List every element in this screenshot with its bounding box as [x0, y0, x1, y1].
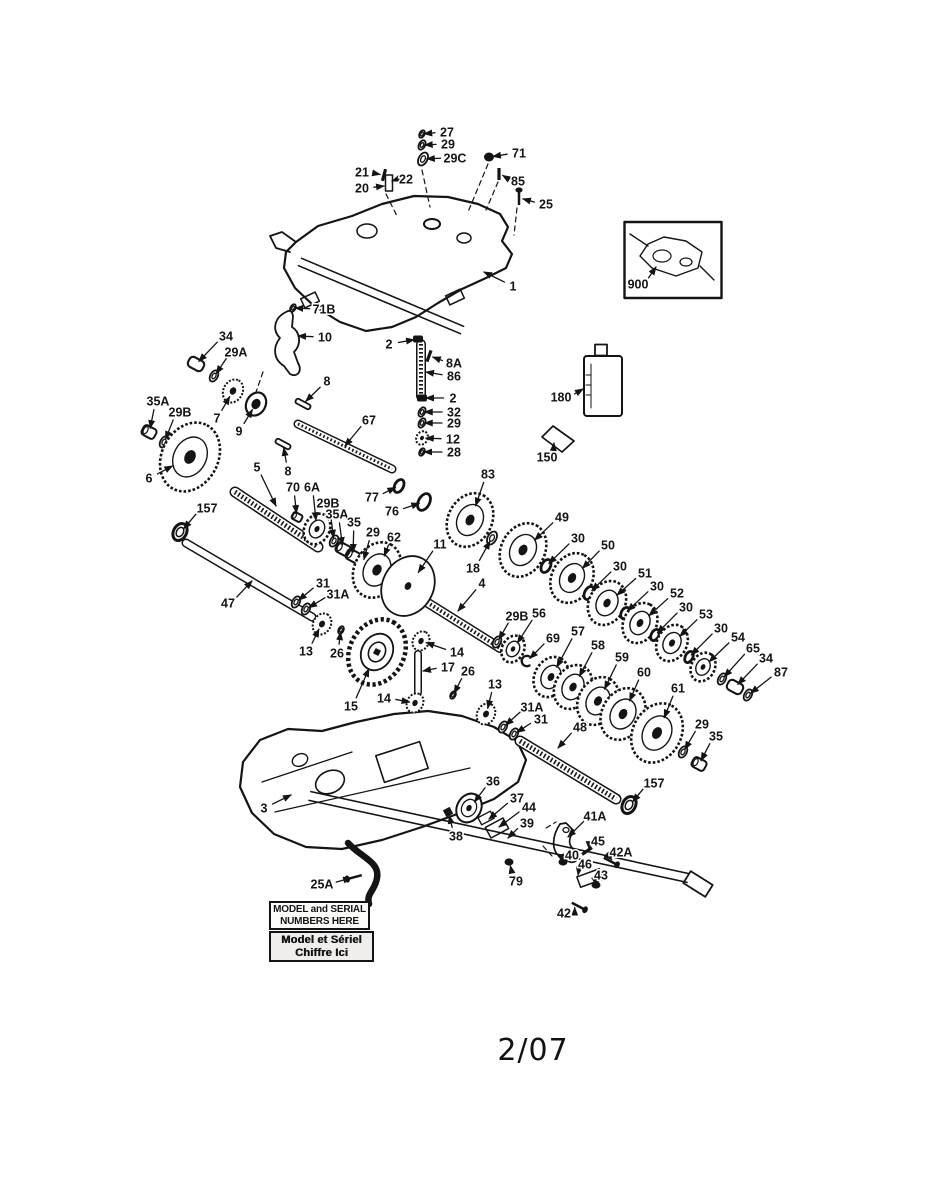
leader-46	[578, 872, 579, 875]
model-serial-label-fr	[269, 931, 374, 962]
callout-83: 83	[481, 467, 495, 482]
leader-69	[530, 644, 544, 658]
callout-29A: 29A	[224, 345, 248, 360]
callout-32: 32	[447, 405, 461, 420]
leader-67	[345, 427, 361, 446]
callout-65: 65	[746, 641, 760, 656]
leader-56	[518, 620, 532, 642]
part-87	[742, 688, 754, 702]
callout-25A: 25A	[310, 877, 334, 892]
part-14	[409, 628, 433, 653]
part-25	[515, 187, 522, 205]
callout-20: 20	[355, 181, 369, 196]
callout-8A: 8A	[446, 356, 462, 371]
callout-29B: 29B	[316, 496, 340, 511]
leader-4	[458, 590, 476, 611]
frame-rail	[298, 266, 460, 334]
callout-29C: 29C	[443, 151, 467, 166]
callout-17: 17	[441, 660, 455, 675]
callout-76: 76	[385, 504, 399, 519]
part-85	[497, 168, 500, 180]
part-26	[449, 690, 457, 699]
model-serial-en-line2: NUMBERS HERE	[280, 915, 359, 927]
callout-30: 30	[679, 600, 693, 615]
leader-157	[184, 514, 196, 529]
callout-34: 34	[219, 329, 233, 344]
callout-35A: 35A	[325, 507, 349, 522]
callout-11: 11	[433, 537, 447, 552]
part-8A	[425, 350, 432, 362]
leader-48	[558, 733, 571, 748]
part-13	[473, 700, 499, 728]
callout-37: 37	[510, 791, 524, 806]
diagram-structure	[595, 345, 607, 356]
leader-44	[499, 812, 519, 827]
callout-87: 87	[774, 665, 788, 680]
callout-3: 3	[260, 801, 268, 816]
dashed-guide-line	[514, 208, 517, 235]
leader-17	[423, 668, 436, 671]
callout-48: 48	[573, 720, 587, 735]
callout-45: 45	[591, 834, 605, 849]
callout-41A: 41A	[583, 809, 607, 824]
leader-10	[298, 336, 313, 337]
callout-49: 49	[555, 510, 569, 525]
part-69	[522, 656, 530, 666]
leader-2	[398, 340, 414, 343]
part-8	[295, 398, 311, 410]
callout-35: 35	[709, 729, 723, 744]
callout-86: 86	[447, 369, 461, 384]
callout-14: 14	[450, 645, 464, 660]
leader-70	[295, 496, 297, 513]
diagram-structure	[386, 175, 393, 191]
leader-71B	[295, 308, 309, 309]
leader-29A	[216, 359, 226, 374]
diagram-structure	[348, 843, 377, 904]
callout-61: 61	[671, 681, 685, 696]
dashed-guide-line	[422, 170, 430, 207]
diagram-structure	[275, 311, 300, 375]
dashed-guide-line	[486, 182, 498, 210]
callout-29: 29	[441, 137, 455, 152]
part-6	[145, 412, 231, 502]
leader-150	[553, 443, 554, 449]
diagram-structure	[683, 871, 712, 897]
callout-71B: 71B	[312, 302, 336, 317]
part-25A	[344, 872, 363, 884]
revision-date: 2/07	[497, 1033, 569, 1068]
leader-86	[426, 372, 442, 375]
part-49	[491, 515, 556, 585]
part-8	[275, 438, 291, 450]
callout-14: 14	[377, 691, 391, 706]
callout-29B: 29B	[168, 405, 192, 420]
part-35A	[140, 424, 157, 440]
leader-180	[575, 389, 583, 394]
callout-85: 85	[511, 174, 525, 189]
callout-30: 30	[613, 559, 627, 574]
leader-8A	[433, 357, 443, 360]
diagram-structure	[653, 250, 671, 262]
callout-39: 39	[520, 816, 534, 831]
callout-71: 71	[512, 146, 526, 161]
callout-29: 29	[695, 717, 709, 732]
callout-10: 10	[318, 330, 332, 345]
leader-71	[493, 154, 507, 156]
model-serial-fr-line2: Chiffre Ici	[295, 946, 348, 959]
model-serial-label-en	[269, 901, 370, 930]
part-79	[505, 858, 514, 865]
leader-29C	[427, 158, 441, 159]
leader-18	[479, 541, 490, 560]
dashed-guide-line	[546, 822, 556, 828]
callout-8: 8	[323, 374, 331, 389]
callout-21: 21	[355, 165, 369, 180]
callout-29B: 29B	[505, 609, 529, 624]
callout-29: 29	[366, 525, 380, 540]
dashed-guide-line	[386, 194, 397, 216]
leader-8	[284, 448, 287, 462]
callout-36: 36	[486, 774, 500, 789]
part-9	[242, 389, 270, 419]
leader-157	[633, 789, 643, 802]
callout-47: 47	[221, 596, 235, 611]
callout-30: 30	[650, 579, 664, 594]
leader-22	[392, 180, 394, 181]
diagram-structure	[700, 266, 714, 280]
callout-38: 38	[449, 829, 463, 844]
leader-29	[685, 731, 695, 749]
callout-35: 35	[347, 515, 361, 530]
callout-35A: 35A	[146, 394, 170, 409]
diagram-structure	[570, 447, 580, 455]
part-31A	[497, 720, 509, 734]
callout-1: 1	[509, 279, 517, 294]
part-77	[392, 478, 406, 494]
callout-70: 70	[286, 480, 300, 495]
callout-52: 52	[670, 586, 684, 601]
callout-31: 31	[316, 576, 330, 591]
diagram-structure	[270, 232, 296, 252]
leader-87	[751, 677, 771, 693]
callout-53: 53	[699, 607, 713, 622]
leader-65	[724, 654, 744, 676]
callout-30: 30	[571, 531, 585, 546]
part-35	[690, 756, 707, 772]
callout-8: 8	[284, 464, 292, 479]
callout-79: 79	[509, 874, 523, 889]
callout-28: 28	[447, 445, 461, 460]
part-56	[497, 632, 529, 667]
part-76	[415, 491, 433, 512]
callout-30: 30	[714, 621, 728, 636]
leader-8	[306, 387, 320, 401]
leader-37	[489, 803, 507, 819]
leader-29	[425, 144, 436, 145]
leader-29B	[499, 623, 508, 639]
callout-15: 15	[344, 699, 358, 714]
diagram-structure	[424, 219, 440, 229]
callout-157: 157	[643, 776, 665, 791]
callout-69: 69	[546, 631, 560, 646]
model-serial-label	[269, 901, 374, 962]
callout-56: 56	[532, 606, 546, 621]
part-42	[570, 900, 589, 915]
callout-9: 9	[235, 424, 243, 439]
leader-21	[374, 173, 380, 174]
callout-62: 62	[387, 530, 401, 545]
leader-35	[701, 744, 710, 761]
diagram-structure	[542, 426, 574, 452]
model-serial-en-line1: MODEL and SERIAL	[273, 904, 366, 915]
callout-46: 46	[578, 857, 592, 872]
part-7	[219, 376, 247, 406]
callout-13: 13	[488, 677, 502, 692]
callout-900: 900	[627, 277, 649, 292]
callout-13: 13	[299, 644, 313, 659]
leader-79	[510, 866, 511, 873]
model-serial-fr-line1: Model et Sériel	[281, 934, 362, 946]
callout-31A: 31A	[326, 587, 350, 602]
callout-67: 67	[362, 413, 376, 428]
part-71	[484, 153, 494, 162]
diagram-structure	[417, 227, 449, 247]
callout-18: 18	[466, 561, 480, 576]
callout-6: 6	[145, 471, 153, 486]
callout-26: 26	[461, 664, 475, 679]
callout-157: 157	[196, 501, 218, 516]
part-15	[337, 609, 417, 695]
leader-14	[426, 643, 445, 650]
diagram-structure	[630, 234, 648, 246]
callout-4: 4	[478, 576, 486, 591]
leader-30	[691, 634, 712, 655]
callout-2: 2	[385, 337, 393, 352]
diagram-structure	[290, 751, 310, 769]
callout-180: 180	[550, 390, 572, 405]
callout-31A: 31A	[520, 700, 544, 715]
dashed-guide-line	[256, 372, 263, 392]
part-2	[413, 336, 423, 343]
callout-40: 40	[565, 848, 579, 863]
callout-34: 34	[759, 651, 773, 666]
part-29	[677, 745, 689, 759]
callout-29: 29	[447, 416, 461, 431]
callout-42: 42	[557, 906, 571, 921]
leader-54	[709, 643, 729, 662]
callout-44: 44	[522, 800, 536, 815]
callout-2: 2	[449, 391, 457, 406]
callout-5: 5	[253, 460, 261, 475]
diagram-structure	[376, 742, 428, 783]
leader-41A	[568, 822, 584, 837]
leader-31A	[309, 598, 325, 608]
leader-20	[374, 186, 384, 187]
leader-3	[273, 795, 291, 804]
diagram-structure	[357, 224, 377, 238]
leader-34	[199, 342, 217, 361]
callout-25: 25	[539, 197, 553, 212]
leader-31	[517, 723, 531, 732]
callout-31: 31	[534, 712, 548, 727]
callout-60: 60	[637, 665, 651, 680]
callout-7: 7	[213, 411, 221, 426]
diagram-structure	[680, 258, 692, 266]
diagram-structure	[563, 828, 569, 833]
leader-35	[353, 531, 354, 552]
leader-31A	[506, 712, 520, 725]
callout-57: 57	[571, 624, 585, 639]
callout-26: 26	[330, 646, 344, 661]
diagram-structure	[457, 233, 471, 243]
leader-26	[454, 679, 461, 694]
callout-59: 59	[615, 650, 629, 665]
leader-5	[261, 475, 276, 506]
callout-150: 150	[536, 450, 558, 465]
callout-51: 51	[638, 566, 652, 581]
leader-12	[426, 438, 441, 439]
diagram-structure	[584, 356, 622, 416]
callout-6A: 6A	[304, 480, 320, 495]
callout-58: 58	[591, 638, 605, 653]
callout-43: 43	[594, 868, 608, 883]
callout-54: 54	[731, 630, 745, 645]
callout-12: 12	[446, 432, 460, 447]
leader-34	[738, 664, 757, 684]
shaft-splines	[520, 741, 616, 799]
leader-85	[503, 175, 507, 178]
callout-42A: 42A	[609, 845, 633, 860]
callout-50: 50	[601, 538, 615, 553]
callout-22: 22	[399, 172, 413, 187]
leader-31	[299, 588, 313, 600]
callout-77: 77	[365, 490, 379, 505]
part-36	[451, 789, 486, 827]
leader-35A	[150, 410, 154, 429]
leader-25	[523, 199, 534, 202]
leader-47	[237, 581, 252, 597]
callout-27: 27	[440, 125, 454, 140]
